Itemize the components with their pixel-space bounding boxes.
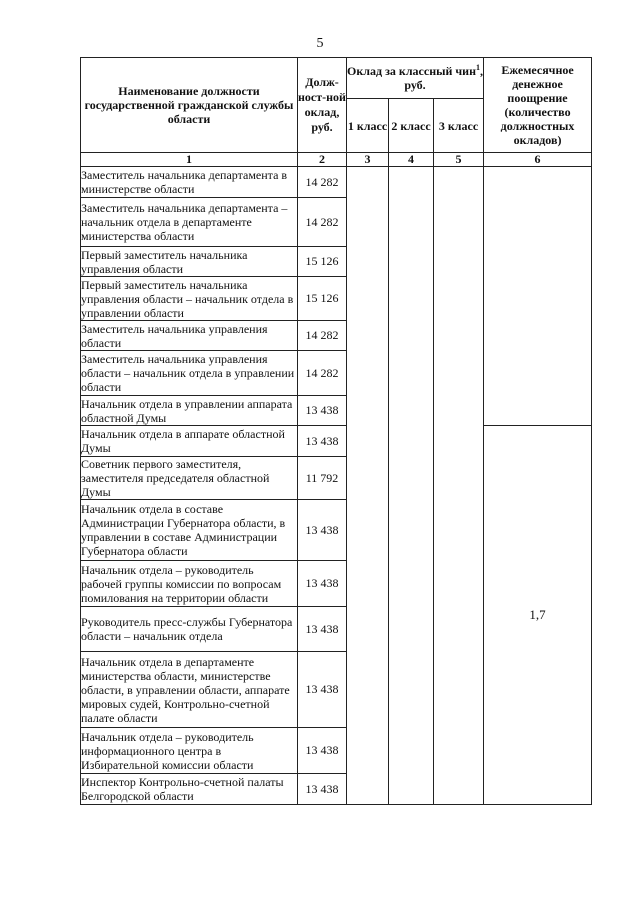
bonus-cell-upper	[484, 167, 592, 426]
position-name: Начальник отдела – руководитель информационного центра в Избирательной комиссии области	[81, 728, 298, 774]
col-number-3: 3	[347, 153, 389, 167]
salary-value: 13 438	[298, 426, 347, 457]
position-name: Начальник отдела в аппарате областной Думы	[81, 426, 298, 457]
header-class-3: 3 класс	[434, 99, 484, 153]
salary-value: 13 438	[298, 652, 347, 728]
salary-value: 13 438	[298, 561, 347, 607]
header-class-rank-unit: , руб.	[404, 64, 483, 92]
header-position-name: Наименование должности государственной гражданской службы области	[81, 58, 298, 153]
position-name: Заместитель начальника департамента – начальник отдела в департаменте министерства области	[81, 198, 298, 247]
salary-value: 14 282	[298, 198, 347, 247]
salary-value: 14 282	[298, 351, 347, 396]
salary-value: 11 792	[298, 457, 347, 500]
salary-value: 13 438	[298, 396, 347, 426]
salary-value: 14 282	[298, 321, 347, 351]
salary-value: 13 438	[298, 728, 347, 774]
class-2-cell	[389, 167, 434, 805]
position-name: Первый заместитель начальника управления области – начальник отдела в управлении области	[81, 277, 298, 321]
col-number-4: 4	[389, 153, 434, 167]
position-name: Начальник отдела в управлении аппарата областной Думы	[81, 396, 298, 426]
position-name: Заместитель начальника управления области – начальник отдела в управлении области	[81, 351, 298, 396]
position-name: Начальник отдела в департаменте министерства области, министерстве области, в управлении области, аппарате мировых судей, Контрольно-счетной палате области	[81, 652, 298, 728]
position-name: Начальник отдела в составе Администрации Губернатора области, в управлении в составе Администрации Губернатора области	[81, 500, 298, 561]
header-monthly-bonus: Ежемесячное денежное поощрение (количество должностных окладов)	[484, 58, 592, 153]
col-number-5: 5	[434, 153, 484, 167]
footnote-marker: 1	[476, 63, 480, 72]
class-3-cell	[434, 167, 484, 805]
header-class-rank-pay-label: Оклад за классный чин	[347, 64, 476, 78]
position-name: Первый заместитель начальника управления области	[81, 247, 298, 277]
table-row	[81, 426, 592, 457]
header-class-2: 2 класс	[389, 99, 434, 153]
class-1-cell	[347, 167, 389, 805]
salary-value: 13 438	[298, 607, 347, 652]
salary-value: 13 438	[298, 774, 347, 805]
salary-value: 15 126	[298, 277, 347, 321]
salary-value: 13 438	[298, 500, 347, 561]
position-name: Заместитель начальника департамента в министерстве области	[81, 167, 298, 198]
salary-value: 14 282	[298, 167, 347, 198]
header-class-1: 1 класс	[347, 99, 389, 153]
position-name: Заместитель начальника управления области	[81, 321, 298, 351]
page-number: 5	[316, 36, 324, 51]
header-class-rank-pay	[347, 58, 484, 99]
col-number-1: 1	[81, 153, 298, 167]
position-name: Начальник отдела – руководитель рабочей группы комиссии по вопросам помилования на территории области	[81, 561, 298, 607]
position-name: Советник первого заместителя, заместителя председателя областной Думы	[81, 457, 298, 500]
header-salary: Долж-ност-ной оклад, руб.	[298, 58, 347, 153]
table-row	[81, 167, 592, 198]
col-number-2: 2	[298, 153, 347, 167]
col-number-6: 6	[484, 153, 592, 167]
position-name: Инспектор Контрольно-счетной палаты Белгородской области	[81, 774, 298, 805]
salary-table	[80, 57, 592, 805]
bonus-value: 1,7	[484, 426, 592, 805]
position-name: Руководитель пресс-службы Губернатора области – начальник отдела	[81, 607, 298, 652]
salary-value: 15 126	[298, 247, 347, 277]
